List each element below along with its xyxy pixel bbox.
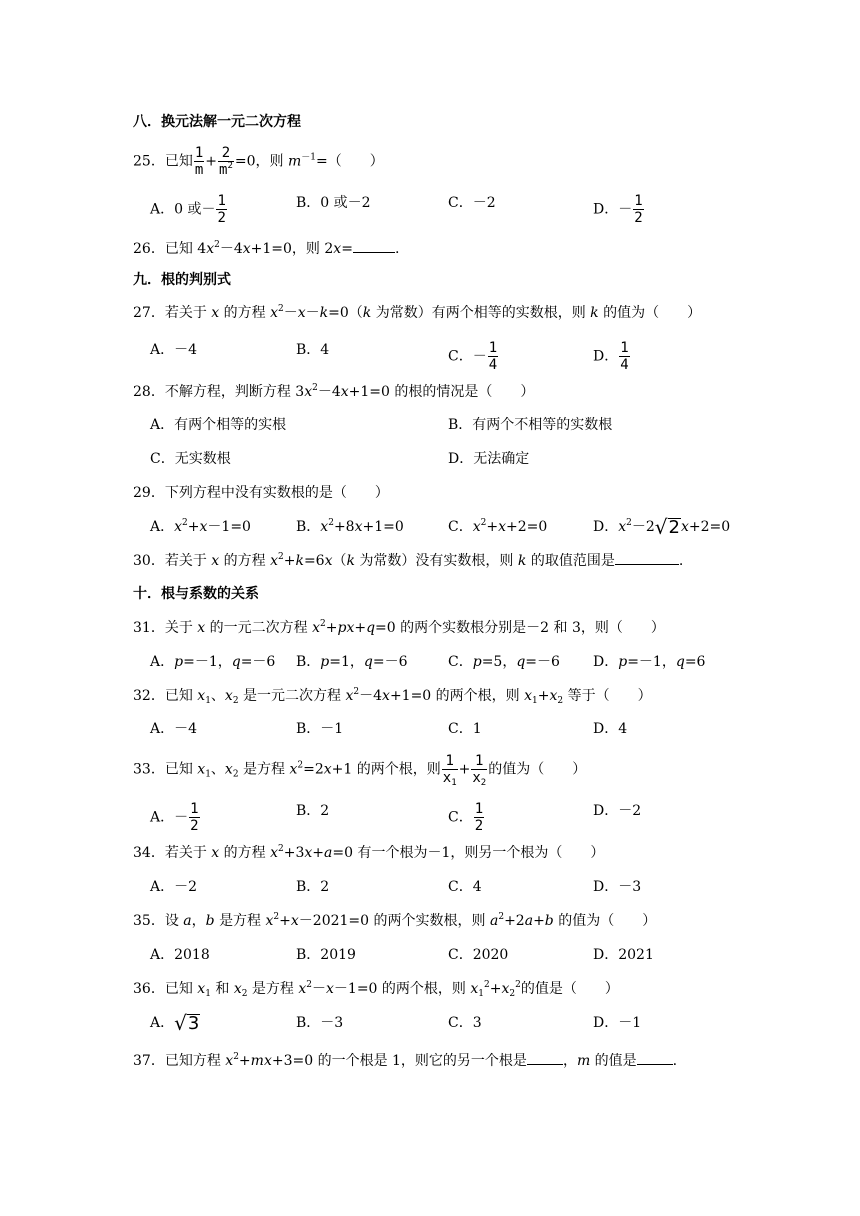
- fraction: $\frac{1}{4}$: [488, 340, 498, 373]
- option-b: B．－1: [296, 721, 344, 737]
- option-d: D．p=－1，q=6: [593, 654, 706, 670]
- option-b: B．4: [296, 342, 330, 358]
- option-a: A．－4: [150, 342, 198, 358]
- option-d: D．－ $\frac{1}{2}$: [593, 193, 643, 226]
- question-26: 26．已知 $4x^2-4x+1=0$，则 2x= .: [133, 240, 400, 257]
- option-a: A．－4: [150, 721, 198, 737]
- option-a: A．2018: [150, 947, 210, 963]
- question-number: 25．: [133, 153, 165, 170]
- question-35: 35．设 a，b 是方程 $x^2+x-2021=0$ 的两个实数根，则 $a^2+2a+b$ 的值为（ ）: [133, 912, 657, 929]
- option-b: B．2: [296, 879, 330, 895]
- option-c: C．1: [448, 721, 482, 737]
- option-b: B．2: [296, 803, 330, 819]
- answer-blank[interactable]: [615, 564, 679, 565]
- option-c: C．2020: [448, 947, 509, 963]
- option-c: C．p=5，q=－6: [448, 654, 560, 670]
- option-d: D．$x^2-2$ √ 2 x+2=0: [593, 515, 731, 539]
- sqrt-symbol: √ 2: [654, 515, 680, 539]
- answer-blank[interactable]: [353, 252, 395, 253]
- section-heading-10: 十．根与系数的关系: [133, 586, 259, 602]
- question-31: 31．关于 x 的一元二次方程 $x^2+px+q=0$ 的两个实数根分别是－2 和 3，则（ ）: [133, 619, 665, 636]
- option-a: A．－2: [150, 879, 198, 895]
- option-a: A．－ $\frac{1}{2}$: [150, 801, 199, 834]
- option-b: B．2019: [296, 947, 356, 963]
- question-33: 33．已知 $x_1$、$x_2$ 是方程 $x^2=2x+1$ 的两个根，则 $\frac{1}{x_1}$ + $\frac{1}{x_2}$ 的值为（ ）: [133, 753, 587, 788]
- fraction: $\frac{1}{2}$: [217, 193, 226, 226]
- question-27: 27．若关于 x 的方程 $x^2-x-k=0(k$ 为常数）有两个相等的实数根，则 k 的值为（ ）: [133, 304, 702, 321]
- fraction: $\frac{1}{2}$: [190, 801, 199, 834]
- option-b: B．p=1，q=－6: [296, 654, 408, 670]
- question-28: 28．不解方程，判断方程 $3x^2-4x+1=0$ 的根的情况是（ ）: [133, 383, 535, 400]
- fraction: $\frac{1}{2}$: [634, 193, 643, 226]
- option-c: C．$x^2+x+2=0$: [448, 518, 548, 535]
- question-36: 36．已知 $x_1$ 和 $x_2$ 是方程 $x^2-x-1=0$ 的两个根，则 $x_1^2+x_2^2$的值是（ ）: [133, 980, 619, 999]
- option-d: D．无法确定: [448, 451, 530, 467]
- option-c: C．－ $\frac{1}{4}$: [448, 340, 498, 373]
- answer-blank[interactable]: [637, 1064, 673, 1065]
- fraction: $\frac{1}{x_1}$: [442, 753, 457, 788]
- option-d: D．2021: [593, 947, 654, 963]
- question-30: 30．若关于 x 的方程 $x^2+k=6x(k$ 为常数）没有实数根，则 k 的取值范围是 .: [133, 552, 684, 569]
- question-34: 34．若关于 x 的方程 $x^2+3x+a=0$ 有一个根为－1，则另一个根为（ ）: [133, 844, 605, 861]
- option-d: D．4: [593, 721, 628, 737]
- option-a: A．$x^2+x-1=0$: [150, 518, 251, 535]
- fraction: $\frac{1}{x_2}$: [472, 753, 487, 788]
- fraction: $\frac{2}{m^2}$: [219, 145, 233, 178]
- sqrt-symbol: √ 3: [174, 1011, 200, 1035]
- option-d: D．－3: [593, 879, 642, 895]
- answer-blank[interactable]: [527, 1064, 563, 1065]
- question-37: 37．已知方程 $x^2+mx+3=0$ 的一个根是 1，则它的另一个根是 ，m 的值是 .: [133, 1052, 678, 1069]
- question-32: 32．已知 $x_1$、$x_2$ 是一元二次方程 $x^2-4x+1=0$ 的两个根，则 $x_1+x_2$ 等于（ ）: [133, 687, 652, 706]
- option-b: B．0 或－2: [296, 195, 371, 211]
- option-b: B．$x^2+8x+1=0$: [296, 518, 404, 535]
- fraction: $\frac{1}{2}$: [474, 801, 484, 834]
- section-heading-8: 八．换元法解一元二次方程: [133, 114, 301, 130]
- option-c: C．无实数根: [150, 451, 231, 467]
- question-25: 25．已知 $\frac{1}{m}$ + $\frac{2}{m^2}$ =0，则 $m^{-1}=$（ ）: [133, 145, 384, 178]
- option-d: D．－1: [593, 1015, 642, 1031]
- option-a: A．0 或－ $\frac{1}{2}$: [150, 193, 226, 226]
- section-heading-9: 九．根的判别式: [133, 272, 231, 288]
- option-c: C．－2: [448, 195, 496, 211]
- fraction: $\frac{1}{m}$: [194, 145, 204, 178]
- option-b: B．有两个不相等的实数根: [448, 417, 613, 433]
- option-c: C．4: [448, 879, 482, 895]
- option-a: A．p=－1，q=－6: [150, 654, 276, 670]
- option-d: D． $\frac{1}{4}$: [593, 340, 629, 373]
- option-c: C． $\frac{1}{2}$: [448, 801, 484, 834]
- option-b: B．－3: [296, 1015, 344, 1031]
- fraction: $\frac{1}{4}$: [620, 340, 629, 373]
- question-29: 29．下列方程中没有实数根的是（ ）: [133, 485, 389, 501]
- option-a: A． √ 3: [150, 1011, 200, 1035]
- option-c: C．3: [448, 1015, 482, 1031]
- option-d: D．－2: [593, 803, 642, 819]
- option-a: A．有两个相等的实根: [150, 417, 287, 433]
